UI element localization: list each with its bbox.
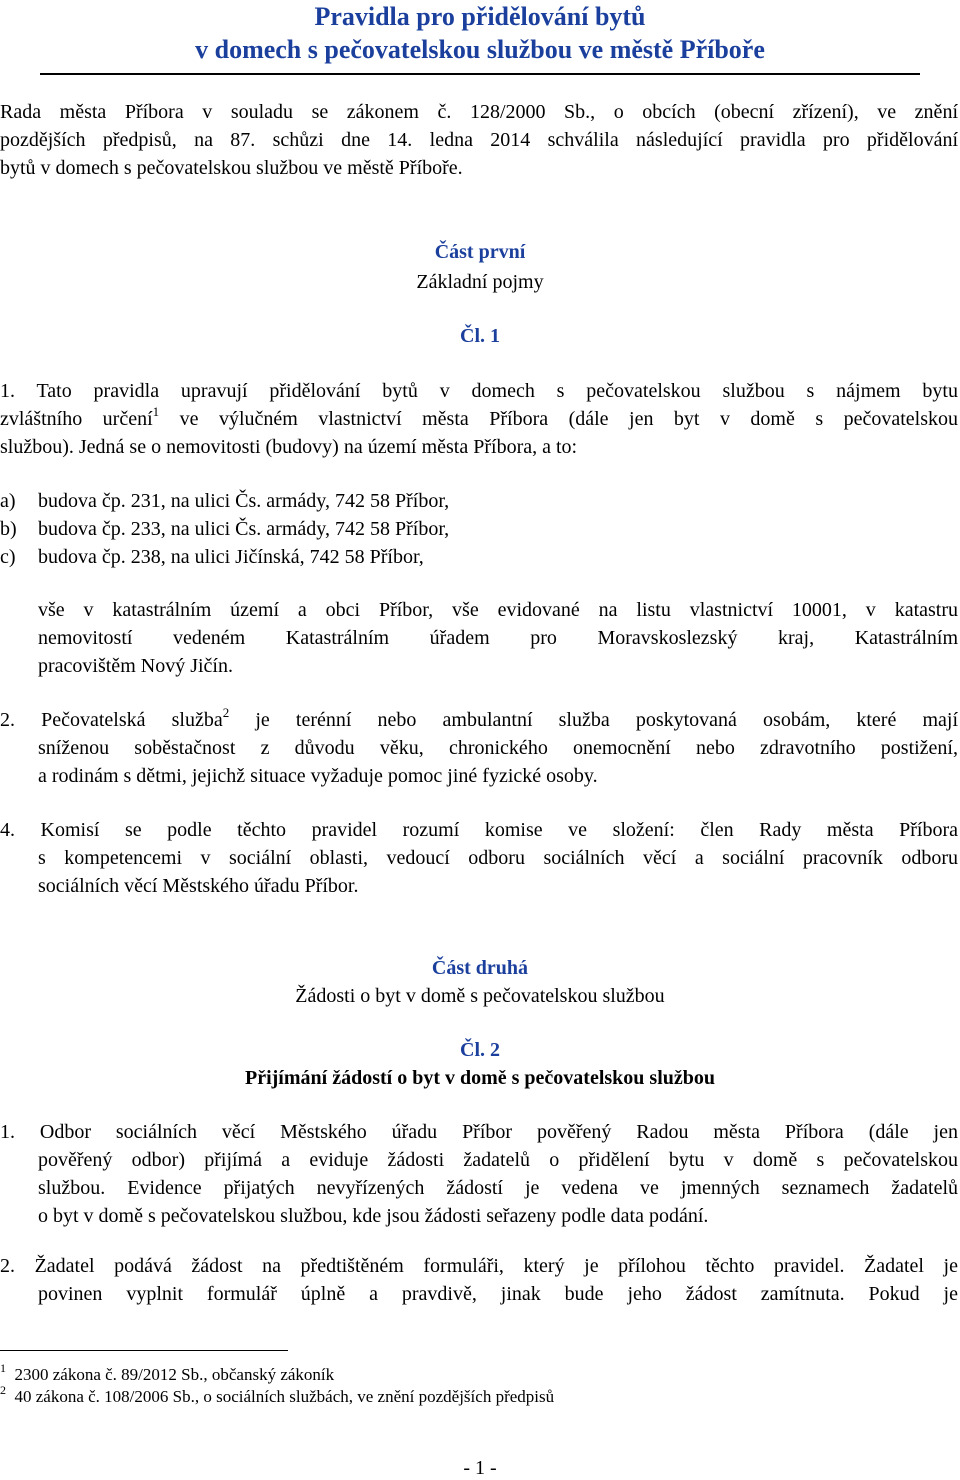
art1-para2-line-3: a rodinám s dětmi, jejichž situace vyžaduje pomoc jiné fyzické osoby. [38,765,598,787]
page-number: - 1 - [463,1457,497,1479]
footnote-text: 2300 zákona č. 89/2012 Sb., občanský zákoník [14,1365,335,1384]
art1-para2-line-1 [0,706,958,734]
art1-para2-line-2: sníženou soběstačnost z důvodu věku, chronického onemocnění nebo zdravotního postižení, [38,737,958,759]
intro-line-1: Rada města Příbora v souladu se zákonem č. 128/2000 Sb., o obcích (obecní zřízení), ve znění [0,101,958,123]
list-text: budova čp. 233, na ulici Čs. armády, 742 58 Příbor, [38,518,450,540]
part-two-heading: Část druhá [431,957,529,979]
list-marker: a) [0,490,16,512]
art2-para1-line-2: pověřený odbor) přijímá a eviduje žádosti žadatelů o přidělení bytu v domě s pečovatelskou [38,1149,958,1171]
art1-para1-text: zvláštního určení [0,408,153,430]
cadastre-line-3: pracovištěm Nový Jičín. [38,655,233,677]
list-text: budova čp. 231, na ulici Čs. armády, 742 58 Příbor, [38,490,450,512]
document-title-line-1: Pravidla pro přidělování bytů [314,2,646,31]
list-item [0,487,449,515]
footnote [0,1361,335,1386]
cadastre-line-2: nemovitostí vedeném Katastrálním úřadem pro Moravskoslezský kraj, Katastrálním [38,627,958,649]
part-one-heading: Část první [434,241,526,263]
art2-para2-line-1: 2. Žadatel podává žádost na předtištěném formuláři, který je přílohou těchto pravidel. Žadatel je [0,1255,958,1277]
art2-para1-line-4: o byt v domě s pečovatelskou službou, kde jsou žádosti seřazeny podle data podání. [38,1205,709,1227]
list-item [0,515,449,543]
intro-line-3: bytů v domech s pečovatelskou službou ve městě Příboře. [0,157,463,179]
art1-para2-text: 2. Pečovatelská služba [0,709,223,731]
footnote-separator [0,1350,288,1351]
art2-para2-line-2: povinen vyplnit formulář úplně a pravdivě, jinak bude jeho žádost zamítnuta. Pokud je [38,1283,958,1305]
art1-para2-text-cont: je terénní nebo ambulantní služba poskytovaná osobám, které mají [229,709,958,731]
art2-para1-line-3: službou. Evidence přijatých nevyřízených žádostí je vedena ve jmenných seznamech žadatelů [38,1177,958,1199]
art1-para1-text-cont: ve výlučném vlastnictví města Příbora (dále jen byt v domě s pečovatelskou [159,408,958,430]
art1-para4-line-1: 4. Komisí se podle těchto pravidel rozumí komise ve složení: člen Rady města Příbora [0,819,958,841]
list-marker: b) [0,518,17,540]
footnote-mark: 2 [0,1383,6,1397]
art1-para4-line-2: s kompetencemi v sociální oblasti, vedoucí odboru sociálních věcí a sociální pracovník odboru [38,847,958,869]
footnote-mark: 1 [0,1361,6,1375]
article-1-heading: Čl. 1 [460,325,500,347]
list-item [0,543,424,571]
art1-para1-line-3: službou). Jedná se o nemovitosti (budovy) na území města Příbora, a to: [0,436,578,458]
cadastre-line-1: vše v katastrálním území a obci Příbor, vše evidované na listu vlastnictví 10001, v katastru [38,599,958,621]
footnote-ref-1: 1 [152,404,160,419]
title-underline [40,73,920,75]
art1-para1-line-2 [0,405,958,433]
footnote-ref-2: 2 [222,705,230,720]
part-one-subheading: Základní pojmy [416,271,544,293]
footnote-text: 40 zákona č. 108/2006 Sb., o sociálních službách, ve znění pozdějších předpisů [14,1387,555,1406]
art2-para1-line-1: 1. Odbor sociálních věcí Městského úřadu Příbor pověřený Radou města Příbora (dále jen [0,1121,958,1143]
footnote [0,1383,555,1408]
art1-para4-line-3: sociálních věcí Městského úřadu Příbor. [38,875,359,897]
article-2-title: Přijímání žádostí o byt v domě s pečovatelskou službou [244,1067,716,1089]
document-title-line-2: v domech s pečovatelskou službou ve městě Příboře [195,35,765,64]
intro-line-2: pozdějších předpisů, na 87. schůzi dne 14. ledna 2014 schválila následující pravidla pro přidělování [0,129,958,151]
article-2-heading: Čl. 2 [460,1039,500,1061]
list-marker: c) [0,546,16,568]
art1-para1-line-1: 1. Tato pravidla upravují přidělování bytů v domech s pečovatelskou službou s nájmem bytu [0,380,958,402]
list-text: budova čp. 238, na ulici Jičínská, 742 58 Příbor, [38,546,424,568]
part-two-subheading: Žádosti o byt v domě s pečovatelskou službou [295,985,665,1007]
